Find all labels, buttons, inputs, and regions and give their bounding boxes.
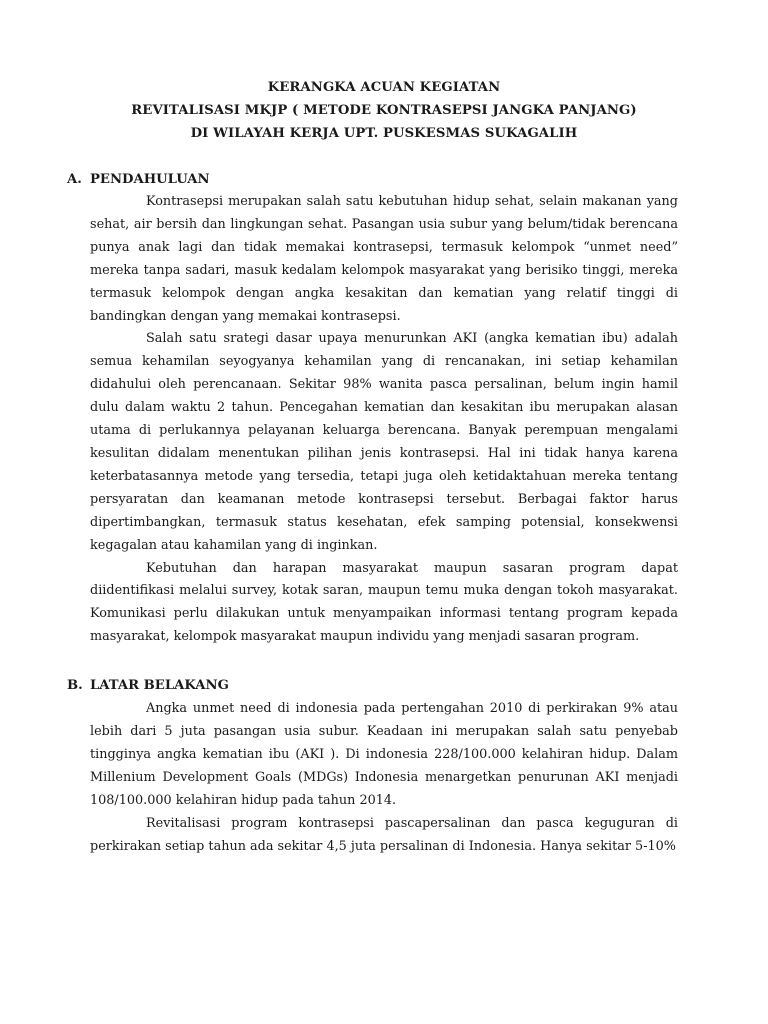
- paragraph: Kontrasepsi merupakan salah satu kebutuhan hidup sehat, selain makanan yang sehat, air bersih dan lingkungan sehat. Pasangan usia subur yang belum/tidak berencana punya anak lagi dan tidak memakai kontrasepsi, termasuk kelompok “unmet need” mereka tanpa sadari, masuk kedalam kelompok masyarakat yang berisiko tinggi, mereka termasuk kelompok dengan angka kesakitan dan kematian yang relatif tinggi di bandingkan dengan yang memakai kontrasepsi.: [90, 194, 678, 324]
- title-line-2: REVITALISASI MKJP ( METODE KONTRASEPSI JANGKA PANJANG): [131, 103, 637, 118]
- paragraph: Angka unmet need di indonesia pada pertengahan 2010 di perkirakan 9% atau lebih dari 5 juta pasangan usia subur. Keadaan ini merupakan salah satu penyebab tingginya angka kematian ibu (AKI ). Di indonesia 228/100.000 kelahiran hidup. Dalam Millenium Development Goals (MDGs) Indonesia menargetkan penurunan AKI menjadi 108/100.000 kelahiran hidup pada tahun 2014.: [90, 701, 678, 808]
- section-letter: A.: [67, 172, 82, 187]
- section-heading-text: LATAR BELAKANG: [90, 678, 229, 693]
- section-letter: B.: [67, 678, 83, 693]
- section-heading: [67, 169, 678, 191]
- section-body: [90, 191, 678, 649]
- section-heading: [67, 675, 678, 697]
- title-line-1: KERANGKA ACUAN KEGIATAN: [267, 80, 501, 95]
- title-line-3: DI WILAYAH KERJA UPT. PUSKESMAS SUKAGALIH: [190, 126, 578, 141]
- section-latar-belakang: [67, 675, 678, 858]
- section-pendahuluan: [67, 169, 678, 649]
- document-title: [0, 76, 768, 145]
- paragraph: Revitalisasi program kontrasepsi pascapersalinan dan pasca keguguran di perkirakan setiap tahun ada sekitar 4,5 juta persalinan di Indonesia. Hanya sekitar 5-10%: [90, 816, 678, 854]
- paragraph: Salah satu srategi dasar upaya menurunkan AKI (angka kematian ibu) adalah semua kehamilan seyogyanya kehamilan yang di rencanakan, ini setiap kehamilan didahului oleh perencanaan. Sekitar 98% wanita pasca persalinan, belum ingin hamil dulu dalam waktu 2 tahun. Pencegahan kematian dan kesakitan ibu merupakan alasan utama di perlukannya pelayanan keluarga berencana. Banyak perempuan mengalami kesulitan didalam menentukan pilihan jenis kontrasepsi. Hal ini tidak hanya karena keterbatasannya metode yang tersedia, tetapi juga oleh ketidaktahuan mereka tentang persyaratan dan keamanan metode kontrasepsi tersebut. Berbagai faktor harus dipertimbangkan, termasuk status kesehatan, efek samping potensial, konsekwensi kegagalan atau kahamilan yang di inginkan.: [90, 331, 678, 553]
- section-heading-text: PENDAHULUAN: [90, 172, 210, 187]
- paragraph: Kebutuhan dan harapan masyarakat maupun sasaran program dapat diidentifikasi melalui survey, kotak saran, maupun temu muka dengan tokoh masyarakat. Komunikasi perlu dilakukan untuk menyampaikan informasi tentang program kepada masyarakat, kelompok masyarakat maupun individu yang menjadi sasaran program.: [90, 560, 678, 645]
- section-body: [90, 697, 678, 858]
